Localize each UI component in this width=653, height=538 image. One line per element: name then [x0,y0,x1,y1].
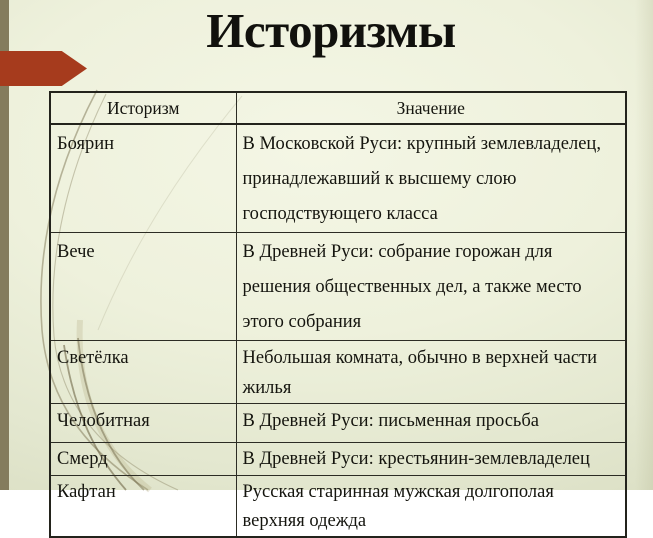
table-header-row [50,92,626,124]
term-cell: Боярин [50,124,236,233]
meaning-cell: В Древней Руси: собрание горожан для решения общественных дел, а также место этого собрания [236,233,626,341]
term-cell: Челобитная [50,404,236,443]
term-cell: Светёлка [50,341,236,404]
table-row [50,124,626,233]
page-title: Историзмы [206,3,456,58]
meaning-cell: Русская старинная мужская долгополая верхняя одежда [236,476,626,538]
table-row [50,233,626,341]
term-cell: Вече [50,233,236,341]
table-row [50,443,626,476]
table-row [50,404,626,443]
table-body [50,124,626,537]
historicisms-table [49,91,627,538]
meaning-cell: Небольшая комната, обычно в верхней части жилья [236,341,626,404]
column-header-term: Историзм [50,92,236,124]
table-row [50,476,626,538]
meaning-cell: В Древней Руси: письменная просьба [236,404,626,443]
meaning-cell: В Древней Руси: крестьянин-землевладелец [236,443,626,476]
term-cell: Кафтан [50,476,236,538]
table-header [50,92,626,124]
meaning-cell: В Московской Руси: крупный землевладелец, принадлежавший к высшему слою господствующего класса [236,124,626,233]
column-header-meaning: Значение [236,92,626,124]
term-cell: Смерд [50,443,236,476]
table-row [50,341,626,404]
